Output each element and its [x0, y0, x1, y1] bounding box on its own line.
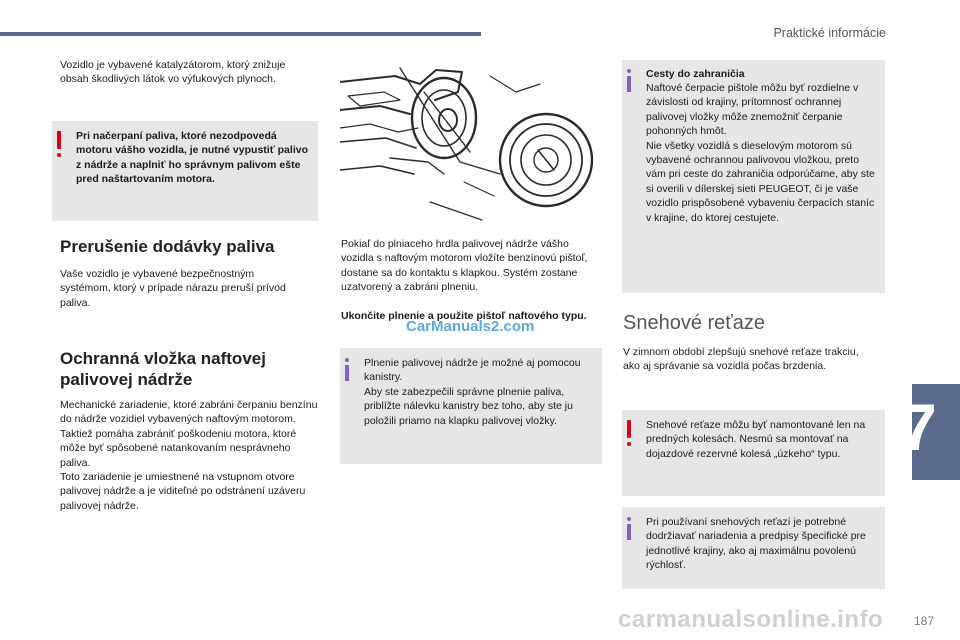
heading-diesel-insert: Ochranná vložka naftovej palivovej nádrže [60, 349, 266, 389]
warning-text: Snehové reťaze môžu byť namontované len na predných kolesách. Nesmú sa montovať na dojazdové rezervné kolesá „úzkeho“ typu. [646, 419, 866, 460]
watermark-text: CarManuals2.com [406, 318, 535, 335]
info-icon [627, 76, 631, 92]
info-title: Cesty do zahraničia [646, 68, 745, 80]
info-box-snow-chains [622, 507, 885, 589]
warning-box-snow-chains [622, 410, 885, 496]
warning-icon [57, 131, 61, 149]
footer-watermark: carmanualsonline.info [618, 606, 884, 633]
info-box-travel [622, 60, 885, 293]
page-number: 187 [913, 614, 934, 628]
diesel-insert-instruction: Ukončite plnenie a použite pištoľ naftového typu. [341, 310, 587, 322]
info-text: Pri používaní snehových reťazí je potrebné dodržiavať nariadenia a predpisy špecifické pre jednotlivé krajiny, ako aj maximálnu povolenú rýchlosť. [646, 516, 866, 572]
warning-box-fuel [52, 121, 318, 221]
warning-text: Pri načerpaní paliva, ktoré nezodpovedá motoru vášho vozidla, je nutné vypustiť palivo z nádrže a naplniť ho správnym palivom ešte pred naštartovaním motora. [76, 130, 308, 186]
info-box-canister [340, 348, 602, 464]
header-bar [0, 32, 481, 36]
diesel-insert-desc: Pokiaľ do plniaceho hrdla palivovej nádrže vášho vozidla s naftovým motorom vložíte benzínovú pištoľ, dostane sa do kontaktu s klapkou. Systém zostane uzatvorený a zabráni plneniu. [341, 238, 588, 294]
info-text: Plnenie palivovej nádrže je možné aj pomocou kanistry. Aby ste zabezpečili správne plnenie paliva, priblížte nálevku kanistry bez toho, aby ste ju položili priamo na klapku palivovej vložky. [364, 357, 581, 427]
info-icon [627, 524, 631, 540]
diesel-insert-text: Mechanické zariadenie, ktoré zabráni čerpaniu benzínu do nádrže vozidiel vybavených naftovým motorom. Taktiež pomáha zabrániť poškodeniu motora, ktoré môže byť spôsobené natankovaním nesprávneho paliva. Toto zariadenie je umiestnené na vstupnom otvore palivovej nádrže a je viditeľné po odstránení uzáveru palivovej nádrže. [60, 399, 318, 512]
fuel-filler-neck-photo [340, 62, 600, 230]
heading-fuel-cutoff: Prerušenie dodávky paliva [60, 237, 275, 256]
intro-text: Vozidlo je vybavené katalyzátorom, ktorý znižuje obsah škodlivých látok vo výfukových plynoch. [60, 59, 286, 86]
warning-icon [627, 420, 631, 438]
heading-snow-chains: Snehové reťaze [623, 312, 766, 334]
snow-chains-text: V zimnom období zlepšujú snehové reťaze trakciu, ako aj správanie sa vozidla počas brzdenia. [623, 346, 859, 373]
chapter-number: 7 [900, 390, 937, 464]
section-title: Praktické informácie [773, 26, 886, 40]
info-body: Naftové čerpacie pištole môžu byť rozdielne v závislosti od krajiny, prítomnosť ochrannej palivovej vložky môže znemožniť čerpanie pohonných hmôt. Nie všetky vozidlá s dieselovým motorom sú vybavené ochrannou palivovou vložkou, preto vám pri ceste do zahraničia odporúčame, aby ste si overili v dílerskej sieti PEUGEOT, či je vaše vozidlo prispôsobené vybaveniu čerpacích staníc v krajine, do ktorej cestujete. [646, 82, 875, 224]
fuel-cutoff-text: Vaše vozidlo je vybavené bezpečnostným systémom, ktorý v prípade nárazu preruší prívod paliva. [60, 268, 286, 309]
info-icon [345, 365, 349, 381]
